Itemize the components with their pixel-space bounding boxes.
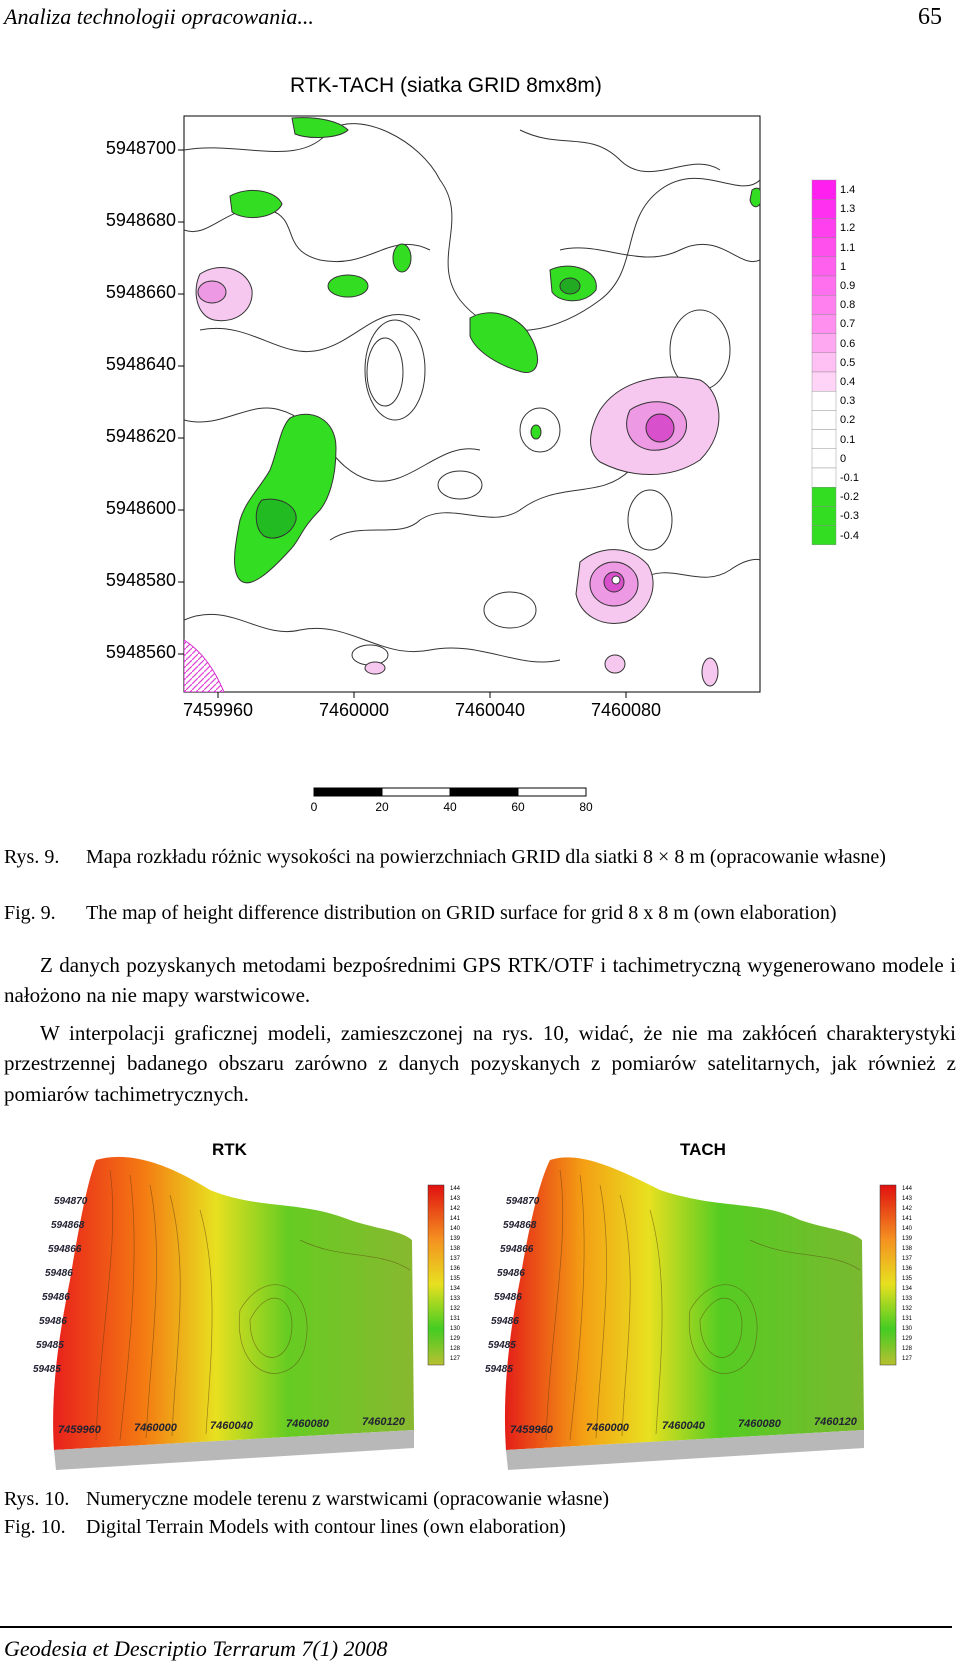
legend-swatch xyxy=(812,449,836,468)
dtm-y-label: 594868 xyxy=(51,1220,85,1231)
fig9-caption-en: The map of height difference distribution on GRID surface for grid 8 x 8 m (own elaboration) xyxy=(86,902,837,924)
dtm-legend-label: 132 xyxy=(450,1306,461,1312)
dtm-y-label: 59486 xyxy=(39,1316,67,1327)
dtm-legend-label: 138 xyxy=(450,1246,461,1252)
dtm-legend-label: 143 xyxy=(902,1196,913,1202)
dtm-y-label: 594866 xyxy=(48,1244,82,1255)
dtm-legend-label: 134 xyxy=(902,1286,913,1292)
scale-bar-label: 0 xyxy=(310,800,318,814)
dtm-x-label: 7460080 xyxy=(286,1418,329,1430)
legend-swatch xyxy=(812,430,836,449)
dtm-y-label: 59486 xyxy=(45,1268,73,1279)
legend-swatch xyxy=(812,314,836,333)
dtm-y-label: 59485 xyxy=(33,1364,61,1375)
x-tick-label: 7460000 xyxy=(318,700,390,720)
fig10-caption-pl-number: Rys. 10. xyxy=(4,1488,70,1510)
dtm-y-label: 594866 xyxy=(500,1244,534,1255)
dtm-legend-label: 139 xyxy=(902,1236,913,1242)
dtm-legend-label: 130 xyxy=(450,1326,461,1332)
dtm-legend-label: 136 xyxy=(450,1266,461,1272)
dtm-legend-label: 127 xyxy=(450,1356,461,1362)
legend-level-label: 0.7 xyxy=(840,318,856,331)
legend-level-label: 0.1 xyxy=(840,433,856,446)
y-tick-label: 5948560 xyxy=(105,642,176,662)
scale-bar-label: 20 xyxy=(375,800,389,814)
dtm-x-label: 7460120 xyxy=(814,1416,857,1428)
legend-swatch xyxy=(812,180,836,199)
dtm-y-label: 594870 xyxy=(54,1196,88,1207)
legend-level-label: -0.1 xyxy=(840,472,859,484)
legend-level-label: 0.6 xyxy=(840,337,856,350)
legend-swatch xyxy=(812,334,836,353)
dtm-legend-label: 132 xyxy=(902,1306,913,1312)
legend-swatch xyxy=(812,487,836,506)
legend-swatch xyxy=(812,391,836,410)
legend-swatch xyxy=(812,218,836,237)
scale-bar-label: 60 xyxy=(511,800,525,814)
color-legend xyxy=(812,180,836,545)
y-tick-label: 5948580 xyxy=(105,570,176,590)
legend-level-label: 0.3 xyxy=(840,395,856,408)
legend-swatch xyxy=(812,257,836,276)
dtm-legend-label: 143 xyxy=(450,1196,461,1202)
dtm-x-label: 7459960 xyxy=(510,1424,553,1436)
dtm-y-label: 59485 xyxy=(36,1340,64,1351)
dtm-legend-label: 131 xyxy=(450,1316,461,1322)
legend-level-label: 1.3 xyxy=(840,203,856,216)
legend-swatch xyxy=(812,238,836,257)
dtm-legend-label: 141 xyxy=(902,1216,913,1222)
dtm-legend-label: 130 xyxy=(902,1326,913,1332)
dtm-legend-label: 129 xyxy=(902,1336,913,1342)
dtm-legend-label: 133 xyxy=(450,1296,461,1302)
dtm-legend-label: 137 xyxy=(450,1256,461,1262)
dtm-y-label: 59485 xyxy=(488,1340,516,1351)
dtm-rtk-title: RTK xyxy=(212,1140,247,1159)
fig9-caption-pl-number: Rys. 9. xyxy=(4,846,60,868)
dtm-legend-label: 144 xyxy=(450,1186,461,1192)
body-paragraph-1: Z danych pozyskanych metodami bezpośrednimi GPS RTK/OTF i tachimetryczną wygenerowano modele i nałożono na nie mapy warstwicowe. xyxy=(4,953,956,1008)
legend-level-label: -0.4 xyxy=(840,529,859,542)
fig9-caption-en-number: Fig. 9. xyxy=(4,902,56,924)
dtm-legend-label: 141 xyxy=(450,1216,461,1222)
legend-swatch xyxy=(812,295,836,314)
y-tick-label: 5948640 xyxy=(105,354,176,374)
scale-bar-segment xyxy=(518,788,586,796)
dtm-x-label: 7460000 xyxy=(134,1422,177,1434)
dtm-legend-label: 134 xyxy=(450,1286,461,1292)
dtm-legend-label: 136 xyxy=(902,1266,913,1272)
dtm-x-label: 7460080 xyxy=(738,1418,781,1430)
dtm-legend-label: 135 xyxy=(450,1276,461,1282)
legend-level-label: 0 xyxy=(840,452,847,465)
dtm-legend-label: 128 xyxy=(902,1346,913,1352)
scale-bar-label: 80 xyxy=(579,800,593,814)
legend-level-label: 0.5 xyxy=(840,356,856,369)
legend-level-label: 0.2 xyxy=(840,414,856,427)
dtm-legend-label: 139 xyxy=(450,1236,461,1242)
dtm-x-label: 7460000 xyxy=(586,1422,629,1434)
dtm-legend-label: 140 xyxy=(902,1226,913,1232)
dtm-x-label: 7460040 xyxy=(210,1420,253,1432)
legend-swatch xyxy=(812,199,836,218)
x-tick-label: 7459960 xyxy=(182,700,254,720)
legend-swatch xyxy=(812,468,836,487)
y-tick-label: 5948680 xyxy=(105,210,176,230)
scale-bar-label: 40 xyxy=(443,800,457,814)
y-tick-label: 5948620 xyxy=(105,426,176,446)
fig10-caption-pl: Numeryczne modele terenu z warstwicami (opracowanie własne) xyxy=(86,1488,610,1510)
journal-footer: Geodesia et Descriptio Terrarum 7(1) 2008 xyxy=(4,1636,388,1661)
dtm-x-label: 7460120 xyxy=(362,1416,405,1428)
dtm-y-label: 59486 xyxy=(494,1292,522,1303)
legend-level-label: 1.2 xyxy=(840,222,856,235)
legend-swatch xyxy=(812,410,836,429)
fig9-caption-pl: Mapa rozkładu różnic wysokości na powierzchniach GRID dla siatki 8 × 8 m (opracowanie własne) xyxy=(86,846,886,868)
dtm-legend-label: 135 xyxy=(902,1276,913,1282)
fig10-caption-en-number: Fig. 10. xyxy=(4,1516,66,1538)
dtm-legend-label: 133 xyxy=(902,1296,913,1302)
dtm-legend-label: 137 xyxy=(902,1256,913,1262)
scale-bar-segment xyxy=(450,788,518,796)
legend-level-label: 1.1 xyxy=(840,241,856,254)
legend-swatch xyxy=(812,353,836,372)
y-tick-label: 5948700 xyxy=(105,138,176,158)
dtm-legend-label: 138 xyxy=(902,1246,913,1252)
y-tick-label: 5948660 xyxy=(105,282,176,302)
dtm-legend-label: 142 xyxy=(450,1206,461,1212)
scale-bar-segment xyxy=(314,788,382,796)
footer-rule xyxy=(0,1626,952,1628)
dtm-legend-label: 128 xyxy=(450,1346,461,1352)
dtm-y-label: 59486 xyxy=(42,1292,70,1303)
legend-level-label: 0.9 xyxy=(840,280,856,292)
scale-bar-segment xyxy=(382,788,450,796)
body-paragraph-2: W interpolacji graficznej modeli, zamieszczonej na rys. 10, widać, że nie ma zakłóceń charakterystyki przestrzennej badanego obszaru zarówno z danych pozyskanych z pomiarów satelitarnych, jak również z pomiarów tachimetrycznych. xyxy=(4,1021,956,1106)
legend-level-label: -0.2 xyxy=(840,491,859,504)
dtm-x-label: 7459960 xyxy=(58,1424,101,1436)
dtm-y-label: 59485 xyxy=(485,1364,513,1375)
legend-level-label: 1.4 xyxy=(840,184,856,196)
dtm-y-label: 59486 xyxy=(497,1268,525,1279)
x-tick-label: 7460080 xyxy=(590,700,662,720)
chart-title: RTK-TACH (siatka GRID 8mx8m) xyxy=(290,74,602,97)
legend-swatch xyxy=(812,526,836,545)
dtm-legend-label: 144 xyxy=(902,1186,913,1192)
page-number: 65 xyxy=(918,4,942,30)
dtm-y-label: 59486 xyxy=(491,1316,519,1327)
legend-swatch xyxy=(812,372,836,391)
legend-level-label: 0.8 xyxy=(840,299,856,312)
dtm-legend-label: 127 xyxy=(902,1356,913,1362)
fig10-caption-en: Digital Terrain Models with contour lines (own elaboration) xyxy=(86,1516,566,1538)
dtm-legend-label: 129 xyxy=(450,1336,461,1342)
dtm-legend-label: 142 xyxy=(902,1206,913,1212)
legend-swatch xyxy=(812,506,836,525)
scale-bar xyxy=(314,788,586,796)
dtm-y-label: 594868 xyxy=(503,1220,537,1231)
legend-level-label: 0.4 xyxy=(840,376,856,388)
running-header: Analiza technologii opracowania... xyxy=(4,4,314,29)
legend-level-label: 1 xyxy=(840,260,847,273)
dtm-x-label: 7460040 xyxy=(662,1420,705,1432)
y-tick-label: 5948600 xyxy=(105,498,176,518)
legend-level-label: -0.3 xyxy=(840,510,859,523)
x-tick-label: 7460040 xyxy=(454,700,526,720)
legend-swatch xyxy=(812,276,836,295)
dtm-legend-label: 140 xyxy=(450,1226,461,1232)
dtm-y-label: 594870 xyxy=(506,1196,540,1207)
dtm-tach-title: TACH xyxy=(680,1140,726,1159)
dtm-legend-label: 131 xyxy=(902,1316,913,1322)
